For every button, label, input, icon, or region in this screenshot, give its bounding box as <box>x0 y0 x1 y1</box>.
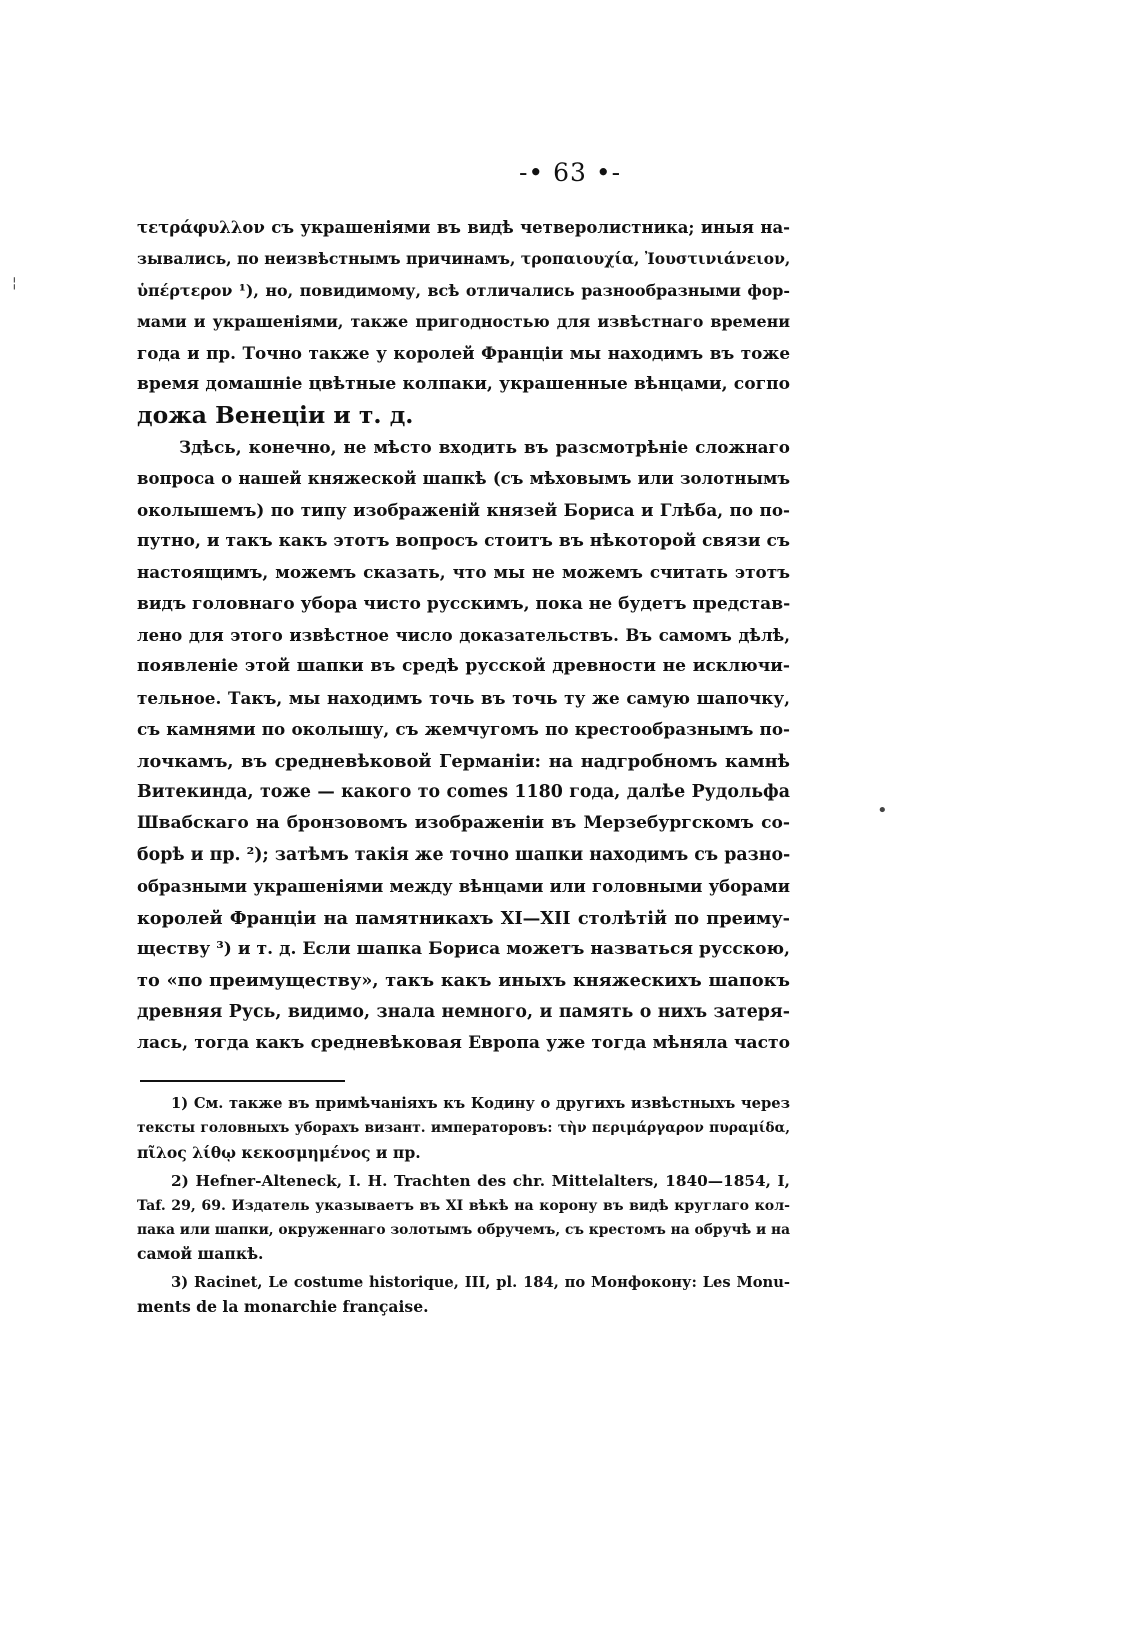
text-line: время домашніе цвѣтные колпаки, украшенные вѣнцами, согпо <box>137 373 790 394</box>
text-line: года и пр. Точно также у королей Франціи мы находимъ въ тоже <box>137 342 790 363</box>
footnote-line: тексты головныхъ уборахъ визант. императоровъ: τὴν περιμάργαρον πυραμίδα, <box>137 1120 790 1137</box>
main-text <box>137 212 790 1060</box>
scan-speck: • <box>877 800 888 821</box>
page-number: -• 63 •- <box>518 158 622 187</box>
footnote-line: 2) Hefner-Alteneck, I. H. Trachten des chr. Mittelalters, 1840—1854, I, <box>171 1172 790 1191</box>
text-line: зывались, по неизвѣстнымъ причинамъ, τροπαιουχία, Ἰουστινιάνειον, <box>137 249 791 269</box>
text-line: то «по преимуществу», такъ какъ иныхъ княжескихъ шапокъ <box>137 970 790 992</box>
footnote-line: πῖλος λίθῳ κεκοσμημένος и пр. <box>137 1142 421 1162</box>
text-line: видъ головнаго убора чисто русскимъ, пока не будетъ представ- <box>137 593 791 614</box>
text-line: Швабскаго на бронзовомъ изображеніи въ Мерзебургскомъ со- <box>137 813 790 834</box>
text-line: мами и украшеніями, также пригодностью для извѣстнаго времени <box>137 312 790 332</box>
text-line: настоящимъ, можемъ сказать, что мы не можемъ считать этотъ <box>137 562 790 583</box>
footnote-line: Taf. 29, 69. Издатель указываетъ въ XI вѣкѣ на корону въ видѣ круглаго кол- <box>137 1197 790 1214</box>
text-line: образными украшеніями между вѣнцами или головными уборами <box>137 877 790 897</box>
text-line: лочкамъ, въ средневѣковой Германіи: на надгробномъ камнѣ <box>137 750 790 772</box>
text-line: появленіе этой шапки въ средѣ русской древности не исключи- <box>137 656 790 677</box>
text-line: путно, и такъ какъ этотъ вопросъ стоитъ въ нѣкоторой связи съ <box>137 530 790 551</box>
scan-speck: ¦ <box>12 275 17 291</box>
text-line: тельное. Такъ, мы находимъ точь въ точь ту же самую шапочку, <box>137 687 790 708</box>
footnote-line: 1) См. также въ примѣчаніяхъ къ Кодину о другихъ извѣстныхъ через <box>171 1095 790 1112</box>
footnote-line: самой шапкѣ. <box>137 1244 264 1264</box>
text-line: дожа Венеціи и т. д. <box>137 401 414 430</box>
text-line: древняя Русь, видимо, знала немного, и память о нихъ затеря- <box>137 1001 790 1022</box>
text-line: съ камнями по околышу, съ жемчугомъ по крестообразнымъ по- <box>137 719 790 740</box>
text-line: ὑπέρτερον ¹), но, повидимому, всѣ отличались разнообразными фор- <box>137 280 790 300</box>
footnote-line: ments de la monarchie française. <box>137 1297 429 1317</box>
footnotes <box>137 1092 790 1320</box>
footnote-line: 3) Racinet, Le costume historique, III, pl. 184, по Монфокону: Les Monu- <box>171 1273 790 1291</box>
text-line: околышемъ) по типу изображеній князей Бориса и Глѣба, по по- <box>137 499 790 520</box>
text-line: борѣ и пр. ²); затѣмъ такія же точно шапки находимъ съ разно- <box>137 844 791 865</box>
text-line: королей Франціи на памятникахъ XI—XII столѣтій по преиму- <box>137 907 790 929</box>
text-line: Витекинда, тоже — какого то comes 1180 года, далѣе Рудольфа <box>137 782 790 803</box>
text-line: Здѣсь, конечно, не мѣсто входить въ разсмотрѣніе сложнаго <box>179 436 790 457</box>
text-line: τετράφυλλον съ украшеніями въ видѣ четверолистника; иныя на- <box>137 218 790 237</box>
text-line: лась, тогда какъ средневѣковая Европа уже тогда мѣняла часто <box>137 1033 790 1054</box>
footnote-line: пака или шапки, окруженнаго золотымъ обручемъ, съ крестомъ на обручѣ и на <box>137 1221 791 1238</box>
text-line: ществу ³) и т. д. Если шапка Бориса можетъ назваться русскою, <box>137 938 790 959</box>
text-line: вопроса о нашей княжеской шапкѣ (съ мѣховымъ или золотнымъ <box>137 469 790 489</box>
text-line: лено для этого извѣстное число доказательствъ. Въ самомъ дѣлѣ, <box>137 626 790 646</box>
footnote-divider <box>140 1080 345 1082</box>
